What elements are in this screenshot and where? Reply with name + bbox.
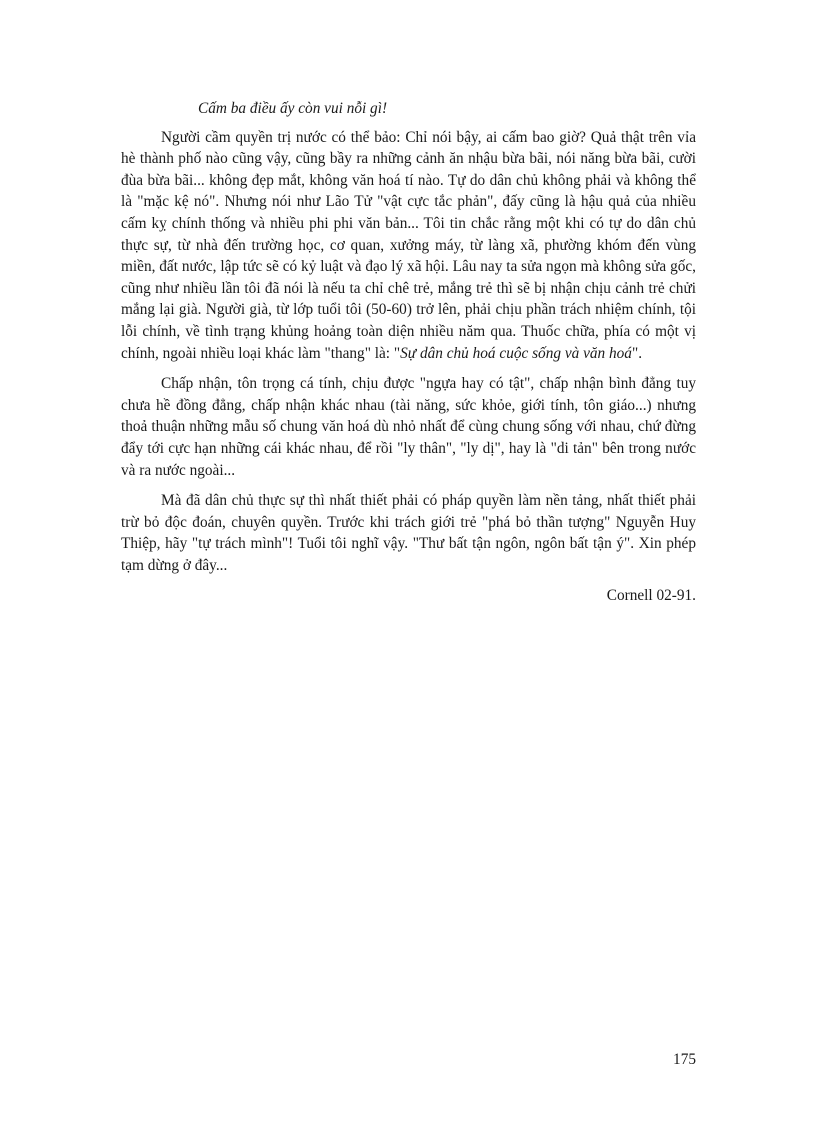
body-text <box>121 98 696 607</box>
paragraph-1-emphasis: Sự dân chủ hoá cuộc sống và văn hoá <box>400 344 632 362</box>
paragraph-3: Mà đã dân chủ thực sự thì nhất thiết phải có pháp quyền làm nền tảng, nhất thiết phải trừ bỏ độc đoán, chuyên quyền. Trước khi trách giới trẻ "phá bỏ thần tượng" Nguyễn Huy Thiệp, hãy "tự trách mình"! Tuổi tôi nghĩ vậy. "Thư bất tận ngôn, ngôn bất tận ý". Xin phép tạm dừng ở đây... <box>121 492 696 574</box>
verse-line: Cấm ba điều ấy còn vui nỗi gì! <box>198 100 388 117</box>
paragraph-2: Chấp nhận, tôn trọng cá tính, chịu được "ngựa hay có tật", chấp nhận bình đẳng tuy chưa hề đồng đẳng, chấp nhận khác nhau (tài năng, sức khỏe, giới tính, tôn giáo...) nhưng thoả thuận những mẫu số chung văn hoá dù nhỏ nhất để cùng chung sống với nhau, chứ đừng đẩy tới cực hạn những cái khác nhau, để rồi "ly thân", "ly dị", hay là "di tản" bên trong nước và ra nước ngoài... <box>121 375 696 479</box>
page-number: 175 <box>673 1051 696 1068</box>
paragraph-1-tail: ". <box>631 344 643 362</box>
paragraph-1 <box>121 127 696 365</box>
signature: Cornell 02-91. <box>606 587 696 605</box>
paragraph-1-text: Người cầm quyền trị nước có thể bảo: Chỉ nói bậy, ai cấm bao giờ? Quả thật trên vỉa hè thành phố nào cũng vậy, cũng bầy ra những cảnh ăn nhậu bừa bãi, nói năng bừa bãi, cười đùa bừa bãi... không đẹp mắt, không văn hoá tí nào. Tự do dân chủ không phải và không thể là "mặc kệ nó". Nhưng nói như Lão Tử "vật cực tắc phản", đấy cũng là hậu quả của nhiều cấm kỵ chính thống và nhiều phi phi văn bản... Tôi tin chắc rằng một khi có tự do dân chủ thực sự, từ nhà đến trường học, cơ quan, xưởng máy, từ làng xã, phường khóm đến vùng miền, đất nước, lập tức sẽ có kỷ luật và đạo lý xã hội. Lâu nay ta sửa ngọn mà không sửa gốc, cũng như nhiều lần tôi đã nói là nếu ta chỉ chê trẻ, mắng trẻ thì sẽ bị nhận chịu cảnh trẻ chửi mắng lại già. Người già, từ lớp tuổi tôi (50-60) trở lên, phải chịu phần trách nhiệm chính, tội lỗi chính, về tình trạng khủng hoảng toàn diện nhiều năm qua. Thuốc chữa, phía có một vị chính, ngoài nhiều loại khác làm "thang" là: " <box>121 128 696 362</box>
